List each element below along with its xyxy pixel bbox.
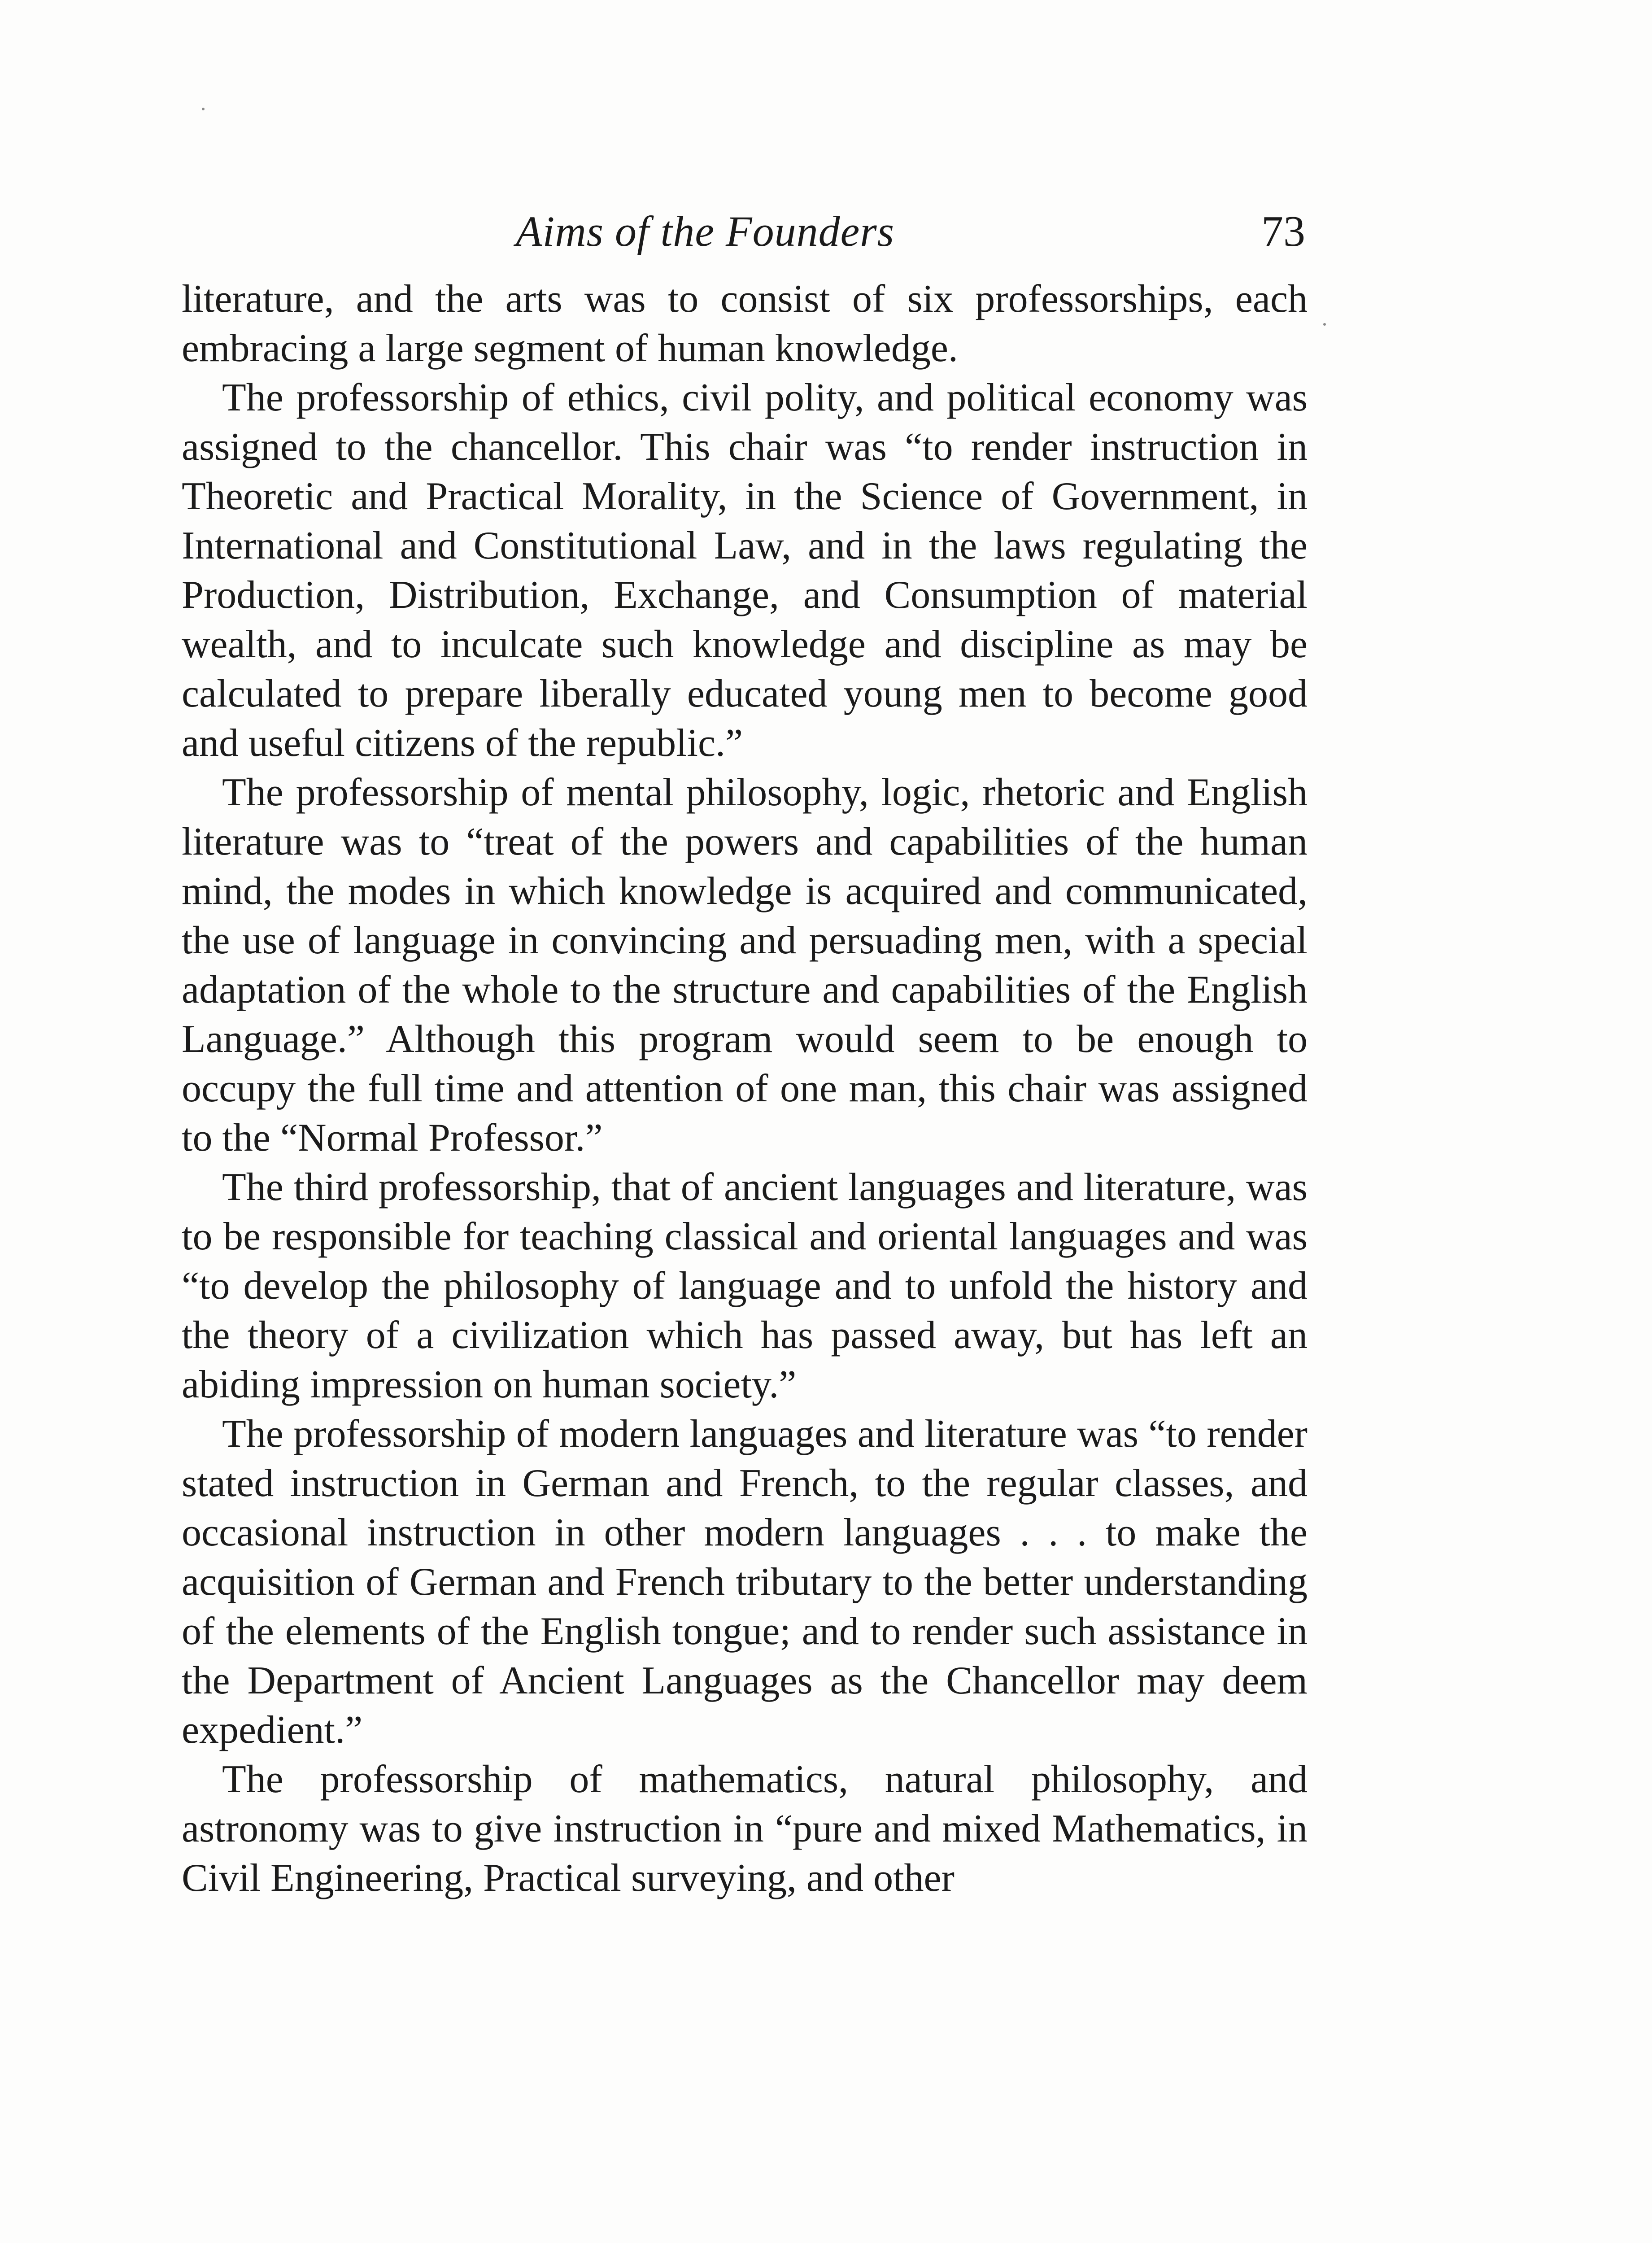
running-title: Aims of the Founders	[516, 207, 894, 255]
page-number: 73	[1261, 207, 1305, 256]
paragraph-mathematics-professorship: The professorship of mathematics, natural philosophy, and astronomy was to give instruction in “pure and mixed Mathematics, in Civil Engineering, Practical surveying, and other	[182, 1758, 1308, 1900]
body-text	[182, 275, 1308, 1903]
paper-speck	[202, 108, 205, 110]
running-head	[184, 197, 1305, 265]
paragraph-continued: literature, and the arts was to consist of six professorships, each embracing a large segment of human knowledge.	[182, 277, 1308, 370]
paper-speck	[1323, 323, 1326, 326]
paragraph-mental-philosophy-professorship: The professorship of mental philosophy, logic, rhetoric and English literature was to “treat of the powers and capabilities of the human mind, the modes in which knowledge is acquired and communicated, the use of language in convincing and persuading men, with a special adaptation of the whole to the structure and capabilities of the English Language.” Although this program would seem to be enough to occupy the full time and attention of one man, this chair was assigned to the “Normal Professor.”	[182, 771, 1308, 1160]
paragraph-ancient-languages-professorship: The third professorship, that of ancient languages and literature, was to be responsible for teaching classical and oriental languages and was “to develop the philosophy of language and to unfold the history and the theory of a civilization which has passed away, but has left an abiding impression on human society.”	[182, 1165, 1308, 1406]
paragraph-modern-languages-professorship: The professorship of modern languages and literature was “to render stated instruction in German and French, to the regular classes, and occasional instruction in other modern languages . . . to make the acquisition of German and French tributary to the better understanding of the elements of the English tongue; and to render such assistance in the Department of Ancient Languages as the Chancellor may deem expedient.”	[182, 1412, 1308, 1752]
paragraph-ethics-professorship: The professorship of ethics, civil polity, and political economy was assigned to the chancellor. This chair was “to render instruction in Theoretic and Practical Morality, in the Science of Government, in International and Constitutional Law, and in the laws regulating the Production, Distribution, Exchange, and Consumption of material wealth, and to inculcate such knowledge and discipline as may be calculated to prepare liberally educated young men to become good and useful citizens of the republic.”	[182, 376, 1308, 765]
